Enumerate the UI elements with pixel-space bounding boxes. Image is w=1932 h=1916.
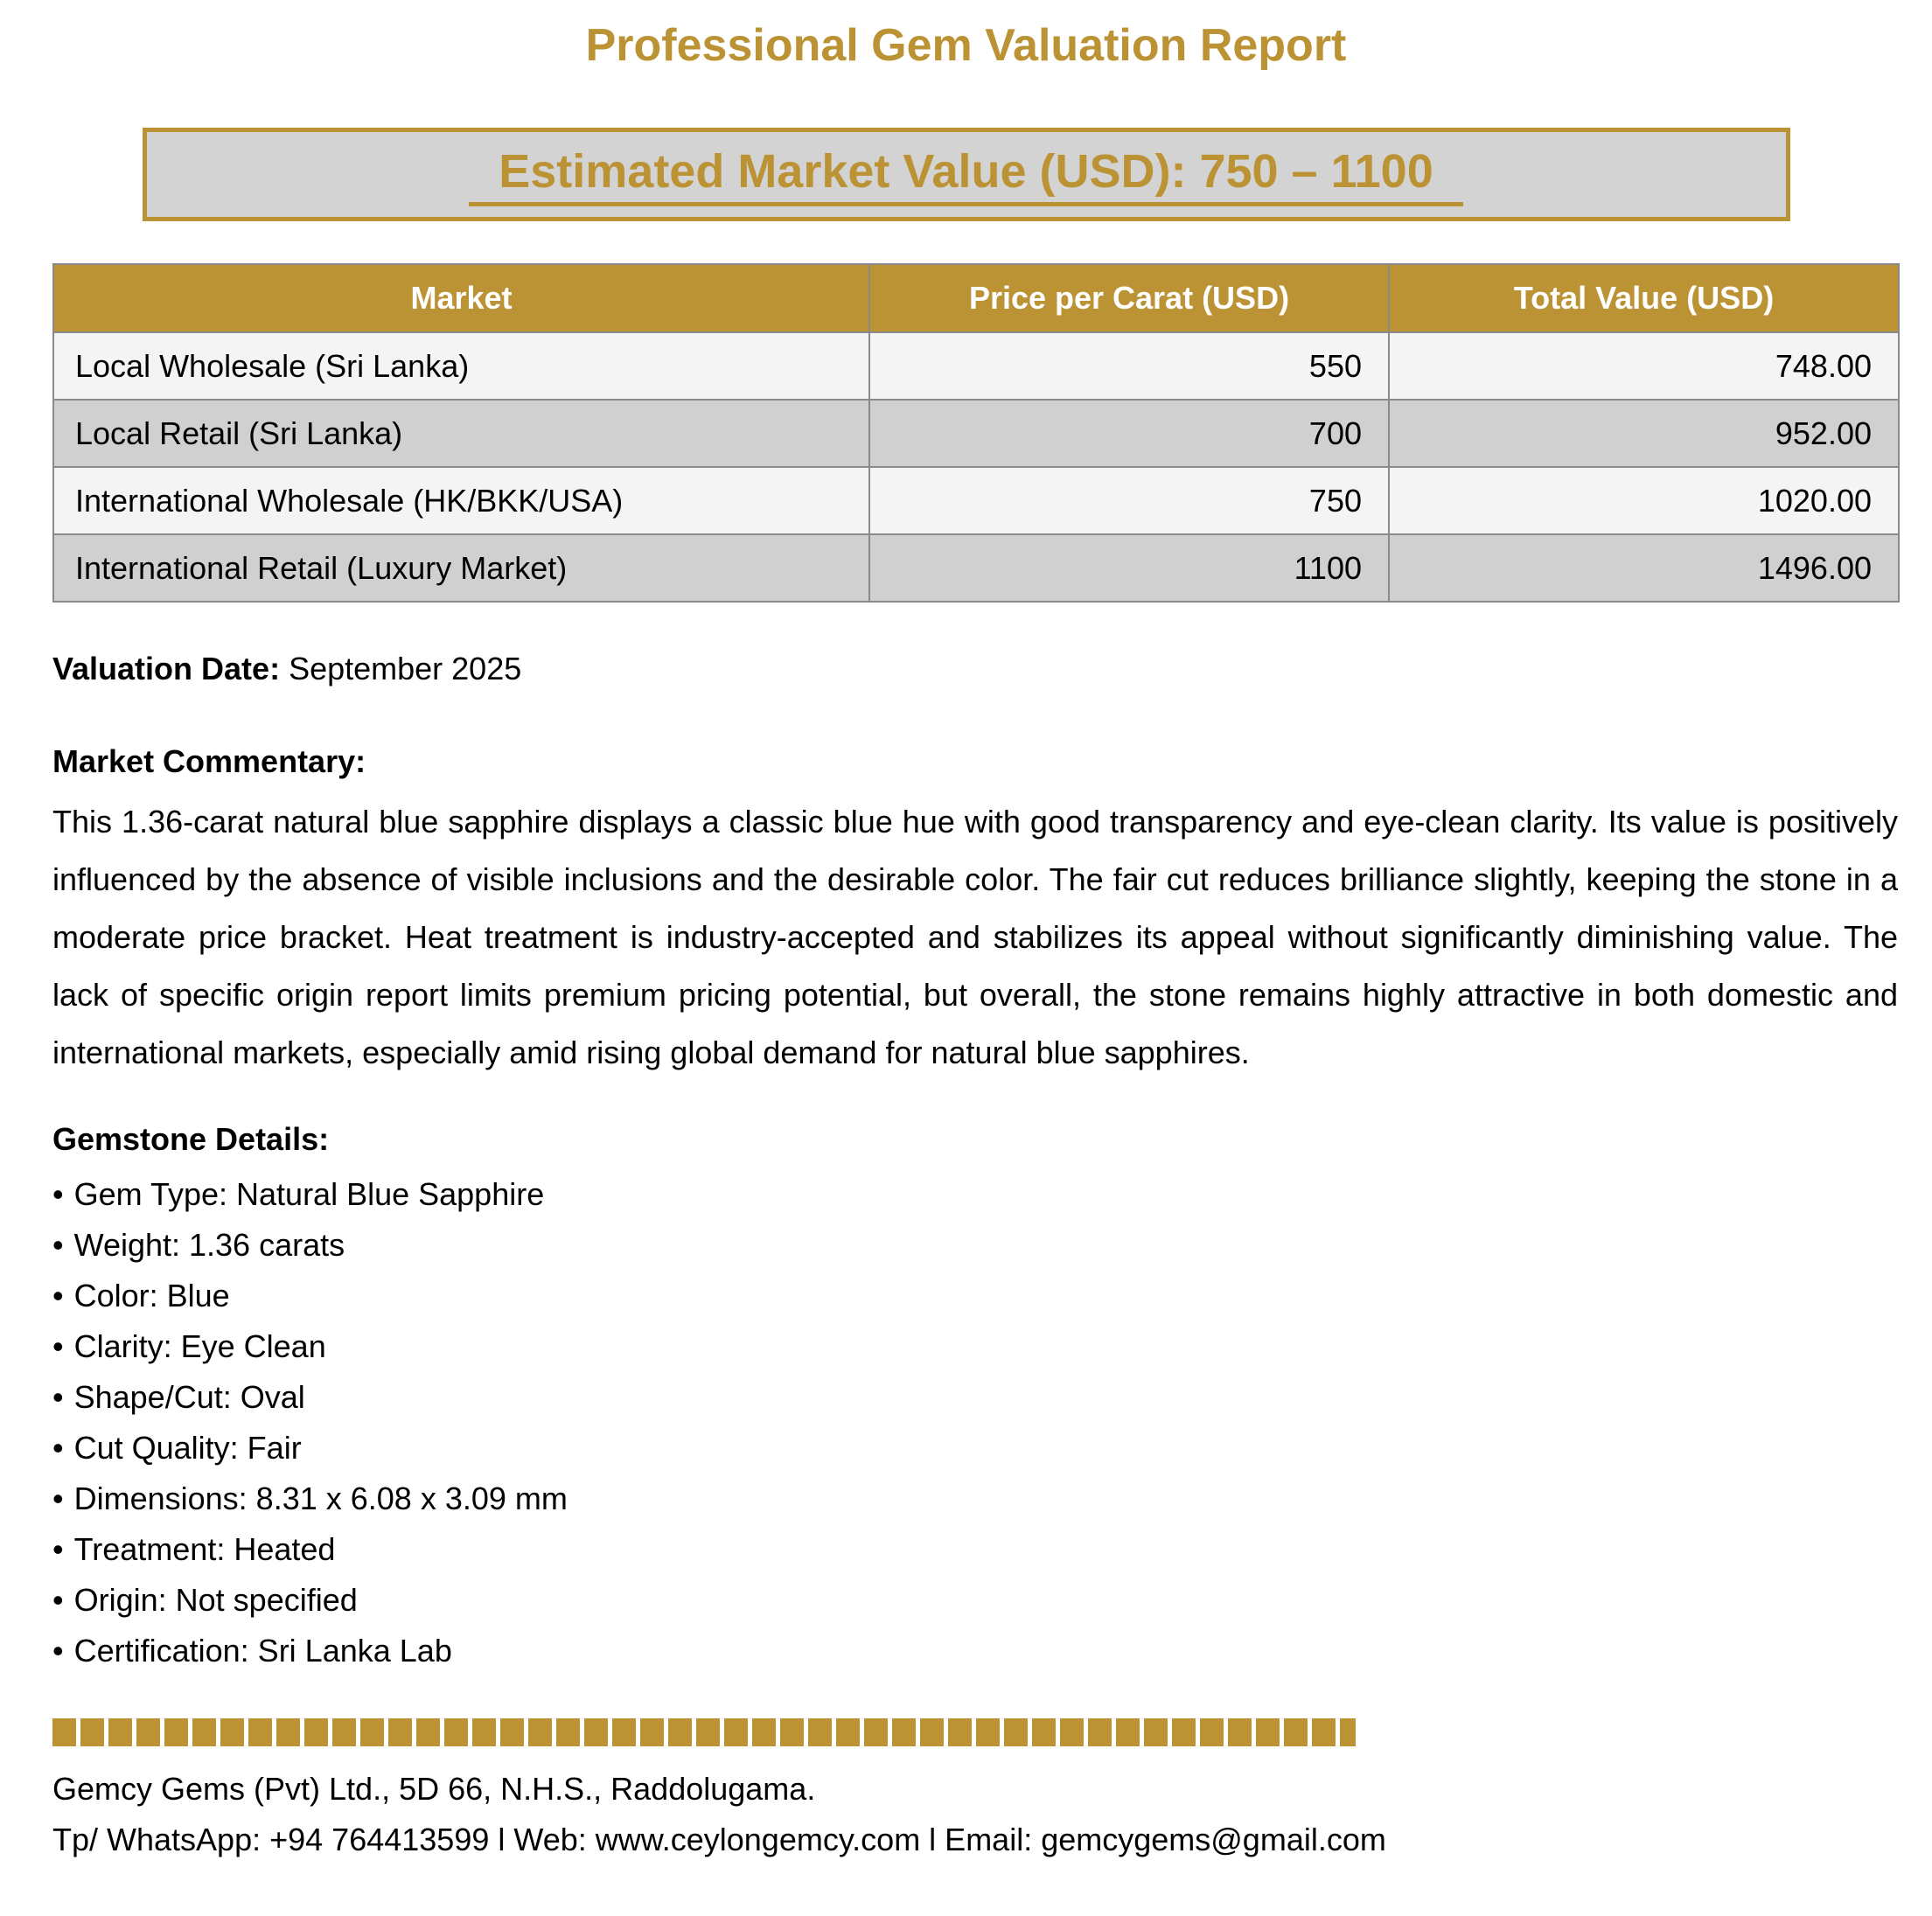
total-value-cell: 1020.00	[1389, 467, 1899, 534]
column-header-price-per-carat: Price per Carat (USD)	[869, 264, 1389, 332]
company-address: Gemcy Gems (Pvt) Ltd., 5D 66, N.H.S., Raddolugama.	[52, 1771, 816, 1807]
detail-shape-cut: Shape/Cut: Oval	[73, 1379, 305, 1415]
list-item	[52, 1474, 1898, 1524]
market-commentary-heading: Market Commentary:	[52, 743, 366, 779]
list-item	[52, 1169, 1898, 1220]
list-item	[52, 1423, 1898, 1474]
valuation-date-line	[52, 650, 1898, 688]
bullet-glyph: •	[52, 1328, 64, 1364]
market-cell: International Retail (Luxury Market)	[53, 534, 869, 602]
report-body	[52, 650, 1898, 1676]
table-header-row	[53, 264, 1899, 332]
bullet-glyph: •	[52, 1379, 64, 1415]
gold-divider-bar	[52, 1718, 1356, 1746]
gemstone-details-heading: Gemstone Details:	[52, 1121, 330, 1157]
list-item	[52, 1372, 1898, 1423]
bullet-glyph: •	[52, 1176, 64, 1212]
bullet-glyph: •	[52, 1531, 64, 1567]
market-cell: Local Retail (Sri Lanka)	[53, 400, 869, 467]
list-item	[52, 1321, 1898, 1372]
price-per-carat-cell: 1100	[869, 534, 1389, 602]
valuation-date-value: September 2025	[280, 651, 522, 686]
price-per-carat-cell: 550	[869, 332, 1389, 400]
bullet-glyph: •	[52, 1278, 64, 1313]
list-item	[52, 1220, 1898, 1271]
list-item	[52, 1626, 1898, 1676]
detail-certification: Certification: Sri Lanka Lab	[73, 1633, 452, 1669]
table-row	[53, 400, 1899, 467]
market-value-table	[52, 263, 1900, 603]
bullet-glyph: •	[52, 1430, 64, 1466]
table-row	[53, 332, 1899, 400]
list-item	[52, 1524, 1898, 1575]
gemstone-details-list	[52, 1169, 1898, 1676]
detail-cut-quality: Cut Quality: Fair	[73, 1430, 302, 1466]
valuation-date-label: Valuation Date:	[52, 651, 281, 686]
detail-treatment: Treatment: Heated	[73, 1531, 336, 1567]
table-row	[53, 534, 1899, 602]
market-commentary-text: This 1.36-carat natural blue sapphire displays a classic blue hue with good transparency and eye-clean clarity. Its value is positively influenced by the absence of visible inclusions and the desirable color. The fair cut reduces brilliance slightly, keeping the stone in a moderate price bracket. Heat treatment is industry-accepted and stabilizes its appeal without significantly diminishing value. The lack of specific origin report limits premium pricing potential, but overall, the stone remains highly attractive in both domestic and international markets, especially amid rising global demand for natural blue sapphires.	[52, 804, 1898, 1070]
total-value-cell: 748.00	[1389, 332, 1899, 400]
market-cell: International Wholesale (HK/BKK/USA)	[53, 467, 869, 534]
table-row	[53, 467, 1899, 534]
page-title: Professional Gem Valuation Report	[585, 20, 1347, 71]
market-cell: Local Wholesale (Sri Lanka)	[53, 332, 869, 400]
detail-dimensions: Dimensions: 8.31 x 6.08 x 3.09 mm	[73, 1481, 568, 1516]
column-header-total-value: Total Value (USD)	[1389, 264, 1899, 332]
price-per-carat-cell: 750	[869, 467, 1389, 534]
detail-gem-type: Gem Type: Natural Blue Sapphire	[73, 1176, 545, 1212]
detail-clarity: Clarity: Eye Clean	[73, 1328, 326, 1364]
list-item	[52, 1271, 1898, 1321]
company-contact: Tp/ WhatsApp: +94 764413599 l Web: www.ceylongemcy.com l Email: gemcygems@gmail.com	[52, 1822, 1386, 1857]
detail-weight: Weight: 1.36 carats	[73, 1227, 345, 1263]
detail-origin: Origin: Not specified	[73, 1582, 358, 1618]
bullet-glyph: •	[52, 1582, 64, 1618]
estimated-value-banner	[143, 128, 1790, 221]
price-per-carat-cell: 700	[869, 400, 1389, 467]
column-header-market: Market	[53, 264, 869, 332]
total-value-cell: 952.00	[1389, 400, 1899, 467]
footer	[52, 1764, 1932, 1865]
bullet-glyph: •	[52, 1227, 64, 1263]
estimated-value-text: Estimated Market Value (USD): 750 – 1100	[469, 146, 1463, 206]
bullet-glyph: •	[52, 1633, 64, 1669]
total-value-cell: 1496.00	[1389, 534, 1899, 602]
bullet-glyph: •	[52, 1481, 64, 1516]
detail-color: Color: Blue	[73, 1278, 230, 1313]
list-item	[52, 1575, 1898, 1626]
